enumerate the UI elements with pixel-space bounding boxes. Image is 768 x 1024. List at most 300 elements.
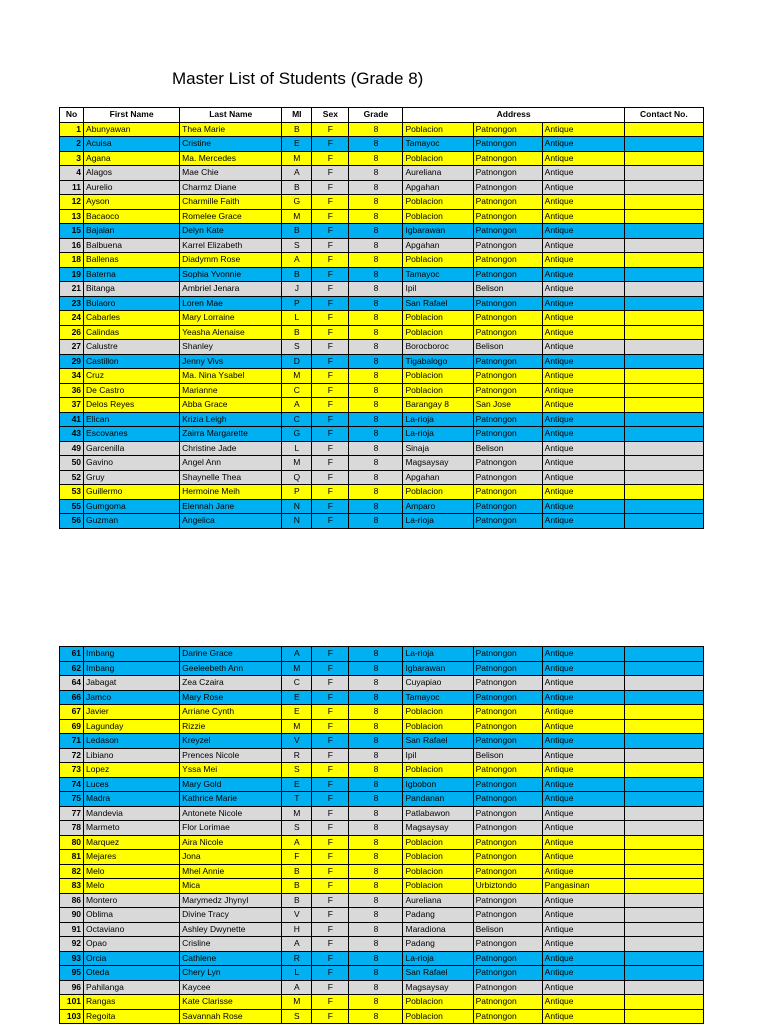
cell-no: 62 bbox=[60, 661, 84, 676]
cell-grade: 8 bbox=[349, 195, 403, 210]
cell-town: Patnongon bbox=[473, 951, 542, 966]
cell-grade: 8 bbox=[349, 763, 403, 778]
cell-no: 72 bbox=[60, 748, 84, 763]
cell-grade: 8 bbox=[349, 151, 403, 166]
cell-sex: F bbox=[312, 763, 349, 778]
cell-town: Patnongon bbox=[473, 267, 542, 282]
cell-barangay: Barangay 8 bbox=[403, 398, 473, 413]
cell-barangay: Poblacion bbox=[403, 850, 473, 865]
cell-town: Patnongon bbox=[473, 137, 542, 152]
cell-barangay: Poblacion bbox=[403, 995, 473, 1010]
cell-contact bbox=[624, 995, 703, 1010]
cell-mi: M bbox=[282, 661, 312, 676]
cell-contact bbox=[624, 821, 703, 836]
cell-no: 73 bbox=[60, 763, 84, 778]
cell-mi: E bbox=[282, 690, 312, 705]
cell-grade: 8 bbox=[349, 369, 403, 384]
cell-town: Patnongon bbox=[473, 456, 542, 471]
cell-first-name: Lagunday bbox=[84, 719, 180, 734]
cell-province: Antique bbox=[542, 151, 624, 166]
table-row bbox=[60, 705, 704, 720]
cell-barangay: Igbarawan bbox=[403, 661, 473, 676]
cell-town: Patnongon bbox=[473, 937, 542, 952]
cell-grade: 8 bbox=[349, 879, 403, 894]
cell-no: 36 bbox=[60, 383, 84, 398]
cell-contact bbox=[624, 354, 703, 369]
cell-barangay: La-rioja bbox=[403, 951, 473, 966]
cell-town: Patnongon bbox=[473, 777, 542, 792]
cell-last-name: Charmz Diane bbox=[180, 180, 282, 195]
cell-grade: 8 bbox=[349, 514, 403, 529]
cell-town: Patnongon bbox=[473, 734, 542, 749]
cell-first-name: Mejares bbox=[84, 850, 180, 865]
cell-first-name: Calustre bbox=[84, 340, 180, 355]
cell-first-name: Bacaoco bbox=[84, 209, 180, 224]
cell-last-name: Romelee Grace bbox=[180, 209, 282, 224]
cell-town: Patnongon bbox=[473, 676, 542, 691]
cell-barangay: Poblacion bbox=[403, 195, 473, 210]
cell-town: Patnongon bbox=[473, 1009, 542, 1024]
cell-grade: 8 bbox=[349, 166, 403, 181]
cell-grade: 8 bbox=[349, 661, 403, 676]
cell-sex: F bbox=[312, 864, 349, 879]
student-table-1 bbox=[59, 107, 704, 529]
cell-first-name: Baterna bbox=[84, 267, 180, 282]
cell-no: 1 bbox=[60, 122, 84, 137]
cell-province: Antique bbox=[542, 180, 624, 195]
cell-sex: F bbox=[312, 151, 349, 166]
cell-grade: 8 bbox=[349, 485, 403, 500]
cell-mi: M bbox=[282, 456, 312, 471]
table-row bbox=[60, 296, 704, 311]
table-row bbox=[60, 951, 704, 966]
cell-town: Belison bbox=[473, 340, 542, 355]
cell-first-name: Castillon bbox=[84, 354, 180, 369]
cell-province: Antique bbox=[542, 137, 624, 152]
cell-contact bbox=[624, 209, 703, 224]
cell-barangay: Poblacion bbox=[403, 325, 473, 340]
cell-no: 2 bbox=[60, 137, 84, 152]
cell-contact bbox=[624, 499, 703, 514]
cell-province: Antique bbox=[542, 850, 624, 865]
cell-no: 95 bbox=[60, 966, 84, 981]
cell-sex: F bbox=[312, 311, 349, 326]
table-row bbox=[60, 151, 704, 166]
cell-last-name: Ambriel Jenara bbox=[180, 282, 282, 297]
cell-mi: N bbox=[282, 499, 312, 514]
cell-mi: F bbox=[282, 850, 312, 865]
cell-grade: 8 bbox=[349, 980, 403, 995]
cell-town: Patnongon bbox=[473, 705, 542, 720]
cell-sex: F bbox=[312, 676, 349, 691]
cell-grade: 8 bbox=[349, 180, 403, 195]
cell-mi: A bbox=[282, 398, 312, 413]
cell-barangay: Igbarawan bbox=[403, 224, 473, 239]
cell-contact bbox=[624, 383, 703, 398]
cell-mi: B bbox=[282, 267, 312, 282]
table-row bbox=[60, 908, 704, 923]
cell-mi: G bbox=[282, 427, 312, 442]
table-row bbox=[60, 412, 704, 427]
cell-province: Antique bbox=[542, 485, 624, 500]
cell-sex: F bbox=[312, 922, 349, 937]
cell-grade: 8 bbox=[349, 1009, 403, 1024]
cell-grade: 8 bbox=[349, 806, 403, 821]
cell-grade: 8 bbox=[349, 137, 403, 152]
cell-barangay: San Rafael bbox=[403, 296, 473, 311]
cell-contact bbox=[624, 705, 703, 720]
cell-province: Antique bbox=[542, 777, 624, 792]
cell-no: 69 bbox=[60, 719, 84, 734]
cell-barangay: Apgahan bbox=[403, 470, 473, 485]
cell-last-name: Delyn Kate bbox=[180, 224, 282, 239]
student-rows-1 bbox=[60, 122, 704, 528]
cell-barangay: Magsaysay bbox=[403, 456, 473, 471]
cell-province: Antique bbox=[542, 821, 624, 836]
cell-first-name: Bulaoro bbox=[84, 296, 180, 311]
table-row bbox=[60, 676, 704, 691]
table-row bbox=[60, 282, 704, 297]
cell-barangay: San Rafael bbox=[403, 966, 473, 981]
cell-province: Antique bbox=[542, 296, 624, 311]
cell-no: 61 bbox=[60, 647, 84, 662]
cell-mi: S bbox=[282, 763, 312, 778]
cell-first-name: Escovanes bbox=[84, 427, 180, 442]
cell-province: Antique bbox=[542, 499, 624, 514]
cell-barangay: Poblacion bbox=[403, 1009, 473, 1024]
table-row bbox=[60, 719, 704, 734]
cell-grade: 8 bbox=[349, 499, 403, 514]
cell-sex: F bbox=[312, 282, 349, 297]
cell-grade: 8 bbox=[349, 456, 403, 471]
cell-barangay: La-rioja bbox=[403, 427, 473, 442]
cell-last-name: Jona bbox=[180, 850, 282, 865]
cell-first-name: Cabarles bbox=[84, 311, 180, 326]
cell-no: 93 bbox=[60, 951, 84, 966]
cell-last-name: Shanley bbox=[180, 340, 282, 355]
cell-sex: F bbox=[312, 398, 349, 413]
cell-town: Patnongon bbox=[473, 792, 542, 807]
cell-province: Antique bbox=[542, 456, 624, 471]
cell-province: Antique bbox=[542, 166, 624, 181]
cell-contact bbox=[624, 195, 703, 210]
cell-last-name: Kate Clarisse bbox=[180, 995, 282, 1010]
cell-contact bbox=[624, 470, 703, 485]
cell-town: Belison bbox=[473, 282, 542, 297]
cell-no: 21 bbox=[60, 282, 84, 297]
cell-sex: F bbox=[312, 224, 349, 239]
cell-province: Antique bbox=[542, 267, 624, 282]
cell-grade: 8 bbox=[349, 427, 403, 442]
cell-first-name: Elican bbox=[84, 412, 180, 427]
cell-no: 96 bbox=[60, 980, 84, 995]
cell-first-name: De Castro bbox=[84, 383, 180, 398]
cell-province: Antique bbox=[542, 1009, 624, 1024]
cell-first-name: Gruy bbox=[84, 470, 180, 485]
cell-no: 83 bbox=[60, 879, 84, 894]
table-row bbox=[60, 340, 704, 355]
cell-grade: 8 bbox=[349, 238, 403, 253]
cell-province: Antique bbox=[542, 835, 624, 850]
cell-no: 101 bbox=[60, 995, 84, 1010]
cell-barangay: Aureliana bbox=[403, 166, 473, 181]
table-row bbox=[60, 966, 704, 981]
cell-province: Antique bbox=[542, 282, 624, 297]
cell-town: Patnongon bbox=[473, 253, 542, 268]
cell-town: Patnongon bbox=[473, 966, 542, 981]
cell-grade: 8 bbox=[349, 951, 403, 966]
cell-first-name: Gumgoma bbox=[84, 499, 180, 514]
cell-town: Patnongon bbox=[473, 485, 542, 500]
cell-first-name: Aurelio bbox=[84, 180, 180, 195]
cell-sex: F bbox=[312, 661, 349, 676]
cell-mi: V bbox=[282, 734, 312, 749]
cell-sex: F bbox=[312, 1009, 349, 1024]
cell-last-name: Cathlene bbox=[180, 951, 282, 966]
table-row bbox=[60, 893, 704, 908]
cell-last-name: Loren Mae bbox=[180, 296, 282, 311]
cell-last-name: Yeasha Alenaise bbox=[180, 325, 282, 340]
cell-mi: S bbox=[282, 238, 312, 253]
cell-mi: M bbox=[282, 806, 312, 821]
cell-first-name: Ayson bbox=[84, 195, 180, 210]
cell-province: Antique bbox=[542, 514, 624, 529]
cell-contact bbox=[624, 647, 703, 662]
cell-no: 81 bbox=[60, 850, 84, 865]
cell-mi: C bbox=[282, 383, 312, 398]
cell-no: 56 bbox=[60, 514, 84, 529]
cell-town: Belison bbox=[473, 922, 542, 937]
table-row bbox=[60, 383, 704, 398]
cell-town: Patnongon bbox=[473, 383, 542, 398]
cell-town: Patnongon bbox=[473, 719, 542, 734]
cell-last-name: Marymedz Jhynyl bbox=[180, 893, 282, 908]
cell-mi: J bbox=[282, 282, 312, 297]
cell-barangay: Tamayoc bbox=[403, 690, 473, 705]
cell-barangay: San Rafael bbox=[403, 734, 473, 749]
cell-grade: 8 bbox=[349, 922, 403, 937]
cell-sex: F bbox=[312, 369, 349, 384]
cell-barangay: Poblacion bbox=[403, 209, 473, 224]
cell-contact bbox=[624, 412, 703, 427]
cell-last-name: Yssa Mei bbox=[180, 763, 282, 778]
cell-sex: F bbox=[312, 514, 349, 529]
table-row bbox=[60, 398, 704, 413]
cell-mi: L bbox=[282, 441, 312, 456]
cell-barangay: Pandanan bbox=[403, 792, 473, 807]
cell-no: 64 bbox=[60, 676, 84, 691]
cell-no: 50 bbox=[60, 456, 84, 471]
cell-barangay: Ipil bbox=[403, 748, 473, 763]
cell-mi: S bbox=[282, 340, 312, 355]
cell-grade: 8 bbox=[349, 676, 403, 691]
header-sex: Sex bbox=[312, 108, 349, 123]
cell-first-name: Marmeto bbox=[84, 821, 180, 836]
cell-barangay: Tamayoc bbox=[403, 267, 473, 282]
cell-sex: F bbox=[312, 777, 349, 792]
cell-sex: F bbox=[312, 485, 349, 500]
table-row bbox=[60, 922, 704, 937]
cell-last-name: Sophia Yvonnie bbox=[180, 267, 282, 282]
cell-contact bbox=[624, 966, 703, 981]
cell-mi: M bbox=[282, 369, 312, 384]
cell-no: 82 bbox=[60, 864, 84, 879]
cell-first-name: Cruz bbox=[84, 369, 180, 384]
cell-grade: 8 bbox=[349, 441, 403, 456]
cell-contact bbox=[624, 137, 703, 152]
cell-town: Patnongon bbox=[473, 369, 542, 384]
table-row bbox=[60, 514, 704, 529]
cell-contact bbox=[624, 690, 703, 705]
cell-sex: F bbox=[312, 966, 349, 981]
table-row bbox=[60, 166, 704, 181]
table-row bbox=[60, 485, 704, 500]
cell-contact bbox=[624, 224, 703, 239]
cell-sex: F bbox=[312, 166, 349, 181]
cell-mi: A bbox=[282, 166, 312, 181]
cell-first-name: Abunyawan bbox=[84, 122, 180, 137]
cell-province: Antique bbox=[542, 412, 624, 427]
cell-last-name: Abba Grace bbox=[180, 398, 282, 413]
table-row bbox=[60, 980, 704, 995]
cell-last-name: Arriane Cynth bbox=[180, 705, 282, 720]
cell-sex: F bbox=[312, 441, 349, 456]
cell-contact bbox=[624, 734, 703, 749]
cell-sex: F bbox=[312, 995, 349, 1010]
cell-barangay: Poblacion bbox=[403, 485, 473, 500]
cell-town: Patnongon bbox=[473, 325, 542, 340]
cell-barangay: Apgahan bbox=[403, 238, 473, 253]
cell-sex: F bbox=[312, 937, 349, 952]
cell-town: Patnongon bbox=[473, 122, 542, 137]
cell-province: Antique bbox=[542, 369, 624, 384]
cell-no: 19 bbox=[60, 267, 84, 282]
cell-last-name: Geeleebeth Ann bbox=[180, 661, 282, 676]
cell-town: Patnongon bbox=[473, 296, 542, 311]
cell-grade: 8 bbox=[349, 224, 403, 239]
cell-first-name: Orcia bbox=[84, 951, 180, 966]
table-row bbox=[60, 137, 704, 152]
cell-contact bbox=[624, 937, 703, 952]
table-row bbox=[60, 748, 704, 763]
cell-grade: 8 bbox=[349, 311, 403, 326]
cell-sex: F bbox=[312, 253, 349, 268]
cell-first-name: Garcenilla bbox=[84, 441, 180, 456]
cell-first-name: Montero bbox=[84, 893, 180, 908]
cell-mi: E bbox=[282, 137, 312, 152]
cell-sex: F bbox=[312, 748, 349, 763]
cell-grade: 8 bbox=[349, 267, 403, 282]
cell-province: Antique bbox=[542, 195, 624, 210]
table-row bbox=[60, 1009, 704, 1024]
table-row bbox=[60, 354, 704, 369]
cell-province: Antique bbox=[542, 748, 624, 763]
cell-mi: A bbox=[282, 980, 312, 995]
header-row bbox=[60, 108, 704, 123]
cell-no: 49 bbox=[60, 441, 84, 456]
table-row bbox=[60, 835, 704, 850]
cell-grade: 8 bbox=[349, 719, 403, 734]
cell-sex: F bbox=[312, 835, 349, 850]
cell-town: Patnongon bbox=[473, 864, 542, 879]
cell-sex: F bbox=[312, 195, 349, 210]
cell-mi: C bbox=[282, 412, 312, 427]
cell-mi: G bbox=[282, 195, 312, 210]
cell-town: Patnongon bbox=[473, 647, 542, 662]
cell-last-name: Savannah Rose bbox=[180, 1009, 282, 1024]
cell-grade: 8 bbox=[349, 296, 403, 311]
cell-contact bbox=[624, 864, 703, 879]
cell-town: Patnongon bbox=[473, 893, 542, 908]
table-row bbox=[60, 180, 704, 195]
cell-mi: M bbox=[282, 995, 312, 1010]
table-row bbox=[60, 456, 704, 471]
cell-sex: F bbox=[312, 734, 349, 749]
cell-town: Patnongon bbox=[473, 151, 542, 166]
table-row bbox=[60, 821, 704, 836]
cell-contact bbox=[624, 922, 703, 937]
cell-barangay: Magsaysay bbox=[403, 821, 473, 836]
cell-sex: F bbox=[312, 456, 349, 471]
cell-last-name: Darine Grace bbox=[180, 647, 282, 662]
cell-mi: R bbox=[282, 748, 312, 763]
cell-no: 86 bbox=[60, 893, 84, 908]
cell-town: Patnongon bbox=[473, 514, 542, 529]
cell-sex: F bbox=[312, 267, 349, 282]
table-row bbox=[60, 864, 704, 879]
cell-last-name: Divine Tracy bbox=[180, 908, 282, 923]
cell-province: Antique bbox=[542, 398, 624, 413]
cell-sex: F bbox=[312, 908, 349, 923]
cell-grade: 8 bbox=[349, 253, 403, 268]
header-mi: MI bbox=[282, 108, 312, 123]
cell-barangay: Poblacion bbox=[403, 705, 473, 720]
cell-town: Patnongon bbox=[473, 980, 542, 995]
cell-mi: N bbox=[282, 514, 312, 529]
cell-contact bbox=[624, 456, 703, 471]
cell-last-name: Rizzie bbox=[180, 719, 282, 734]
cell-mi: A bbox=[282, 253, 312, 268]
cell-sex: F bbox=[312, 719, 349, 734]
cell-mi: B bbox=[282, 893, 312, 908]
cell-contact bbox=[624, 282, 703, 297]
cell-no: 13 bbox=[60, 209, 84, 224]
cell-province: Antique bbox=[542, 864, 624, 879]
cell-mi: Q bbox=[282, 470, 312, 485]
cell-barangay: Padang bbox=[403, 908, 473, 923]
cell-last-name: Mary Rose bbox=[180, 690, 282, 705]
table-row bbox=[60, 734, 704, 749]
cell-grade: 8 bbox=[349, 864, 403, 879]
cell-last-name: Kathrice Marie bbox=[180, 792, 282, 807]
cell-first-name: Imbang bbox=[84, 647, 180, 662]
cell-town: Patnongon bbox=[473, 995, 542, 1010]
cell-grade: 8 bbox=[349, 995, 403, 1010]
cell-mi: V bbox=[282, 908, 312, 923]
cell-contact bbox=[624, 850, 703, 865]
cell-grade: 8 bbox=[349, 325, 403, 340]
cell-barangay: Igbobon bbox=[403, 777, 473, 792]
cell-no: 92 bbox=[60, 937, 84, 952]
cell-last-name: Zairra Margarette bbox=[180, 427, 282, 442]
cell-mi: S bbox=[282, 1009, 312, 1024]
cell-last-name: Cristine bbox=[180, 137, 282, 152]
cell-mi: B bbox=[282, 224, 312, 239]
table-row bbox=[60, 311, 704, 326]
cell-barangay: Poblacion bbox=[403, 383, 473, 398]
cell-sex: F bbox=[312, 980, 349, 995]
cell-province: Antique bbox=[542, 122, 624, 137]
